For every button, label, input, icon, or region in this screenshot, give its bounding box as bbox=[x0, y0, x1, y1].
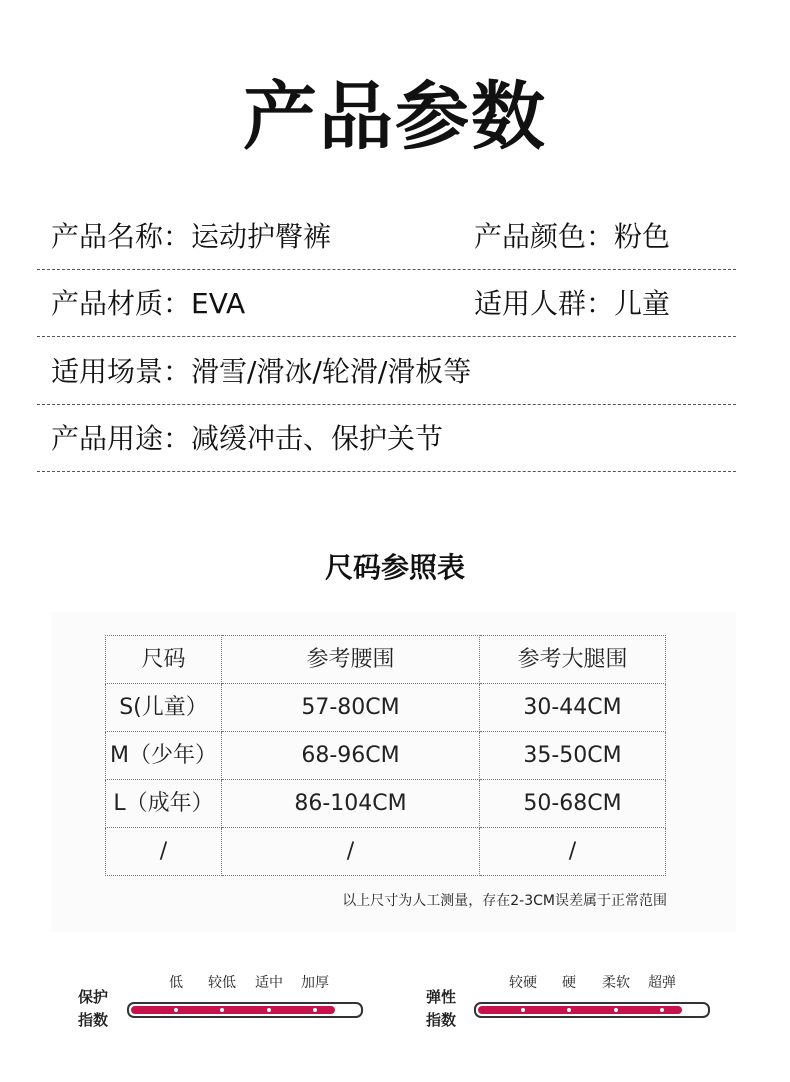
protection-level-bar bbox=[127, 1002, 363, 1018]
table-cell-thigh: 35-50CM bbox=[480, 732, 666, 780]
table-cell-size: / bbox=[106, 828, 222, 876]
level-marker-dot bbox=[567, 1008, 571, 1012]
spec-row-name-color bbox=[37, 203, 736, 270]
elasticity-level-label: 硬 bbox=[562, 975, 576, 991]
table-row bbox=[106, 828, 666, 876]
table-cell-thigh: 50-68CM bbox=[480, 780, 666, 828]
table-cell-waist: / bbox=[222, 828, 480, 876]
elasticity-label-line1: 弹性 bbox=[426, 988, 457, 1006]
header-waist: 参考腰围 bbox=[222, 636, 480, 684]
spec-row-scenario bbox=[37, 338, 736, 405]
spec-scenario: 适用场景：滑雪/滑冰/轮滑/滑板等 bbox=[51, 355, 472, 388]
table-cell-size: S(儿童） bbox=[106, 684, 222, 732]
level-marker-dot bbox=[614, 1008, 618, 1012]
table-cell-size: L（成年） bbox=[106, 780, 222, 828]
table-header-row bbox=[106, 636, 666, 684]
size-table bbox=[105, 635, 666, 876]
elasticity-label-line2: 指数 bbox=[426, 1011, 457, 1029]
elasticity-level-bar bbox=[474, 1002, 710, 1018]
level-marker-dot bbox=[220, 1008, 224, 1012]
table-cell-waist: 57-80CM bbox=[222, 684, 480, 732]
level-marker-dot bbox=[313, 1008, 317, 1012]
protection-label-line1: 保护 bbox=[78, 988, 109, 1006]
level-marker-dot bbox=[660, 1008, 664, 1012]
table-row bbox=[106, 732, 666, 780]
table-row bbox=[106, 684, 666, 732]
level-marker-dot bbox=[267, 1008, 271, 1012]
page-title: 产品参数 bbox=[243, 74, 547, 160]
measurement-note: 以上尺寸为人工测量，存在2-3CM误差属于正常范围 bbox=[342, 893, 667, 909]
elasticity-level-label: 较硬 bbox=[509, 975, 537, 991]
protection-level-fill bbox=[131, 1006, 335, 1014]
table-cell-size: M（少年） bbox=[106, 732, 222, 780]
protection-level-label: 加厚 bbox=[301, 975, 329, 991]
spec-audience: 适用人群：儿童 bbox=[474, 287, 671, 320]
spec-material: 产品材质：EVA bbox=[51, 287, 246, 320]
level-marker-dot bbox=[174, 1008, 178, 1012]
size-chart-title: 尺码参照表 bbox=[324, 551, 465, 584]
spec-usage: 产品用途：减缓冲击、保护关节 bbox=[51, 422, 444, 455]
protection-level-label: 较低 bbox=[208, 975, 236, 991]
elasticity-level-fill bbox=[478, 1006, 682, 1014]
table-row bbox=[106, 780, 666, 828]
spec-row-usage bbox=[37, 405, 736, 472]
header-thigh: 参考大腿围 bbox=[480, 636, 666, 684]
table-cell-thigh: / bbox=[480, 828, 666, 876]
protection-level-label: 低 bbox=[169, 975, 183, 991]
protection-label-line2: 指数 bbox=[78, 1011, 109, 1029]
table-cell-waist: 86-104CM bbox=[222, 780, 480, 828]
spec-product-name: 产品名称：运动护臀裤 bbox=[51, 220, 332, 253]
table-cell-thigh: 30-44CM bbox=[480, 684, 666, 732]
elasticity-level-label: 超弹 bbox=[648, 975, 676, 991]
header-size: 尺码 bbox=[106, 636, 222, 684]
level-marker-dot bbox=[521, 1008, 525, 1012]
protection-level-label: 适中 bbox=[255, 975, 283, 991]
spec-product-color: 产品颜色：粉色 bbox=[474, 220, 671, 253]
elasticity-level-label: 柔软 bbox=[602, 975, 630, 991]
table-cell-waist: 68-96CM bbox=[222, 732, 480, 780]
spec-row-material-audience bbox=[37, 270, 736, 337]
